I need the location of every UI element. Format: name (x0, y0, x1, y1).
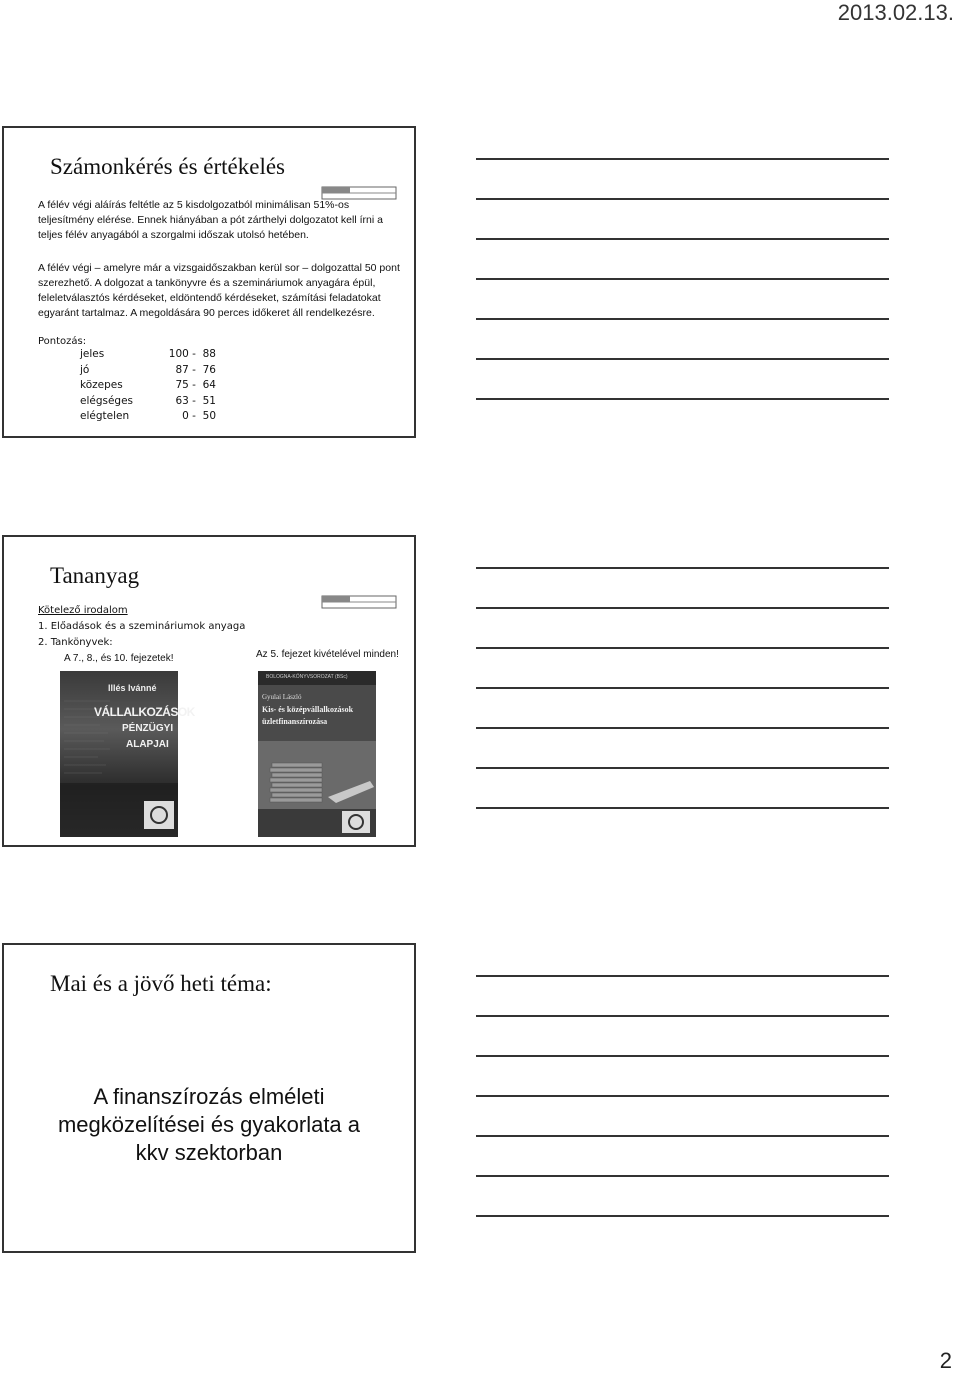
note-line (476, 1135, 889, 1137)
scoring-label: Pontozás: (38, 336, 87, 347)
slide-1 (2, 126, 416, 438)
note-line (476, 687, 889, 689)
book2-title-line: üzletfinanszírozása (262, 717, 328, 726)
book1-title-line: ALAPJAI (126, 739, 169, 750)
grade-name: elégtelen (80, 410, 130, 422)
book2-series: BOLOGNA-KÖNYVSOROZAT (BSc) (266, 674, 348, 680)
note-line (476, 607, 889, 609)
slide-title: Mai és a jövő heti téma: (50, 971, 272, 996)
topic-line: megközelítései és gyakorlata a (57, 1112, 361, 1137)
slide-title: Számonkérés és értékelés (50, 154, 286, 179)
notes-lines-3 (476, 975, 889, 1255)
book1-author: Illés Ivánné (108, 683, 157, 693)
corner-decoration (322, 596, 396, 608)
grade-name: közepes (80, 379, 123, 391)
topic-line: A finanszírozás elméleti (93, 1084, 325, 1109)
note-line (476, 1015, 889, 1017)
paragraph-final-exam: A félév végi – amelyre már a vizsgaidőszakban kerül sor – dolgozattal 50 pont szerezhető. A dolgozat a tankönyvre és a szemináriumok anyagára épül, feleletválasztós kérdéseket, eldöntendő kérdéseket, számítási feladatokat egyaránt tartalmaz. A megoldására 90 perces időkeret áll rendelkezésre. (38, 262, 400, 319)
note-line (476, 975, 889, 977)
list-item: 1. Előadások és a szemináriumok anyaga (38, 621, 246, 632)
grade-name: elégséges (80, 394, 134, 407)
grade-range: 63 - 51 (175, 394, 216, 407)
page-number: 2 (939, 1348, 952, 1373)
note-line (476, 358, 889, 360)
note-line (476, 198, 889, 200)
note-line (476, 278, 889, 280)
header-date: 2013.02.13. (837, 0, 954, 25)
list-item: 2. Tankönyvek: (38, 637, 113, 648)
slide-3 (2, 943, 416, 1253)
book-cover-2 (258, 671, 376, 837)
chapters-left: A 7., 8., és 10. fejezetek! (64, 653, 174, 664)
grade-range: 87 - 76 (175, 363, 216, 376)
chapters-right: Az 5. fejezet kivételével minden! (256, 649, 399, 660)
note-line (476, 158, 889, 160)
note-line (476, 727, 889, 729)
grade-range: 75 - 64 (175, 379, 216, 391)
grade-range: 0 - 50 (182, 410, 216, 422)
note-line (476, 647, 889, 649)
book-cover-1 (60, 671, 195, 837)
note-line (476, 238, 889, 240)
notes-lines-1 (476, 158, 889, 438)
grade-name: jeles (80, 348, 105, 360)
book2-title-line: Kis- és középvállalkozások (262, 705, 354, 714)
grade-range: 100 - 88 (168, 348, 216, 360)
notes-lines-2 (476, 567, 889, 847)
book2-author: Gyulai László (262, 693, 302, 701)
note-line (476, 318, 889, 320)
required-literature-label: Kötelező irodalom (38, 605, 128, 616)
note-line (476, 807, 889, 809)
note-line (476, 1095, 889, 1097)
topic-line: kkv szektorban (135, 1140, 283, 1165)
note-line (476, 767, 889, 769)
note-line (476, 1055, 889, 1057)
book1-title-line: PÉNZÜGYI (122, 723, 174, 734)
book-cover-1-art (60, 671, 178, 837)
slide-2 (2, 535, 416, 847)
book1-title-line: VÁLLALKOZÁSOK (94, 705, 195, 719)
note-line (476, 398, 889, 400)
note-line (476, 567, 889, 569)
grade-name: jó (80, 363, 90, 376)
note-line (476, 1215, 889, 1217)
slide-title: Tananyag (50, 563, 140, 588)
note-line (476, 1175, 889, 1177)
paragraph-signature-requirement: A félév végi aláírás feltétle az 5 kisdolgozatból minimálisan 51%-os teljesítmény elérése. Ennek hiányában a pót zárthelyi dolgozatot kell írni a teljes félév anyagából a szorgalmi időszak utolsó hetében. (38, 199, 383, 241)
